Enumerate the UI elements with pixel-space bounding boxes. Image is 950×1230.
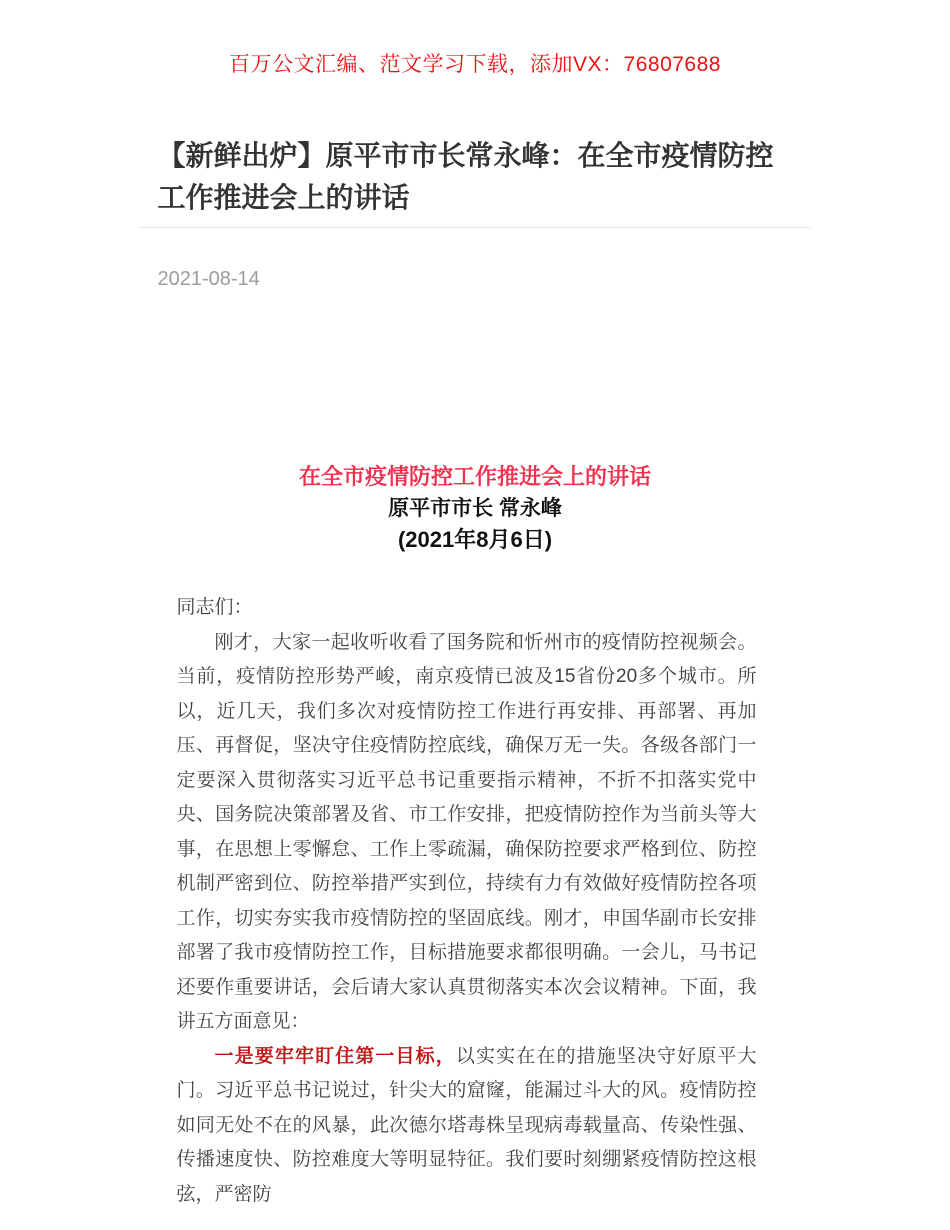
speech-title: 在全市疫情防控工作推进会上的讲话 [298,464,651,489]
paragraph-lead-emphasis: 一是要牢牢盯住第一目标， [214,1045,456,1067]
speech-content [140,461,811,1212]
article-container [140,135,811,1212]
paragraph-body-text: 以实实在在的措施坚决守好原平大门。习近平总书记说过，针尖大的窟窿，能漏过斗大的风。疫情防控如同无处不在的风暴，此次德尔塔毒株呈现病毒载量高、传染性强、传播速度快、防控难度大等明显特征。我们要时刻绷紧疫情防控这根弦，严密防 [176,1045,757,1205]
speech-body [140,591,811,1212]
speech-date-line: (2021年8月6日) [397,527,553,552]
salutation: 同志们： [176,597,253,618]
title-divider [140,227,811,228]
publish-date: 2021-08-14 [157,268,260,290]
speech-paragraph-1: 刚才，大家一起收听收看了国务院和忻州市的疫情防控视频会。当前，疫情防控形势严峻，南京疫情已波及15省份20多个城市。所以，近几天，我们多次对疫情防控工作进行再安排、再部署、再加压、再督促，坚决守住疫情防控底线，确保万无一失。各级各部门一定要深入贯彻落实习近平总书记重要指示精神，不折不扣落实党中央、国务院决策部署及省、市工作安排，把疫情防控作为当前头等大事，在思想上零懈怠、工作上零疏漏，确保防控要求严格到位、防控机制严密到位、防控举措严实到位，持续有力有效做好疫情防控各项工作，切实夯实我市疫情防控的坚固底线。刚才，申国华副市长安排部署了我市疫情防控工作，目标措施要求都很明确。一会儿，马书记还要作重要讲话，会后请大家认真贯彻落实本次会议精神。下面，我讲五方面意见： [176,631,757,1032]
promo-banner-text: 百万公文汇编、范文学习下载，添加VX：76807688 [229,53,721,76]
speech-paragraph-2 [177,1040,757,1213]
article-title: 【新鲜出炉】原平市市长常永峰：在全市疫情防控工作推进会上的讲话 [157,140,774,213]
speech-author-line: 原平市市长 常永峰 [388,497,562,520]
